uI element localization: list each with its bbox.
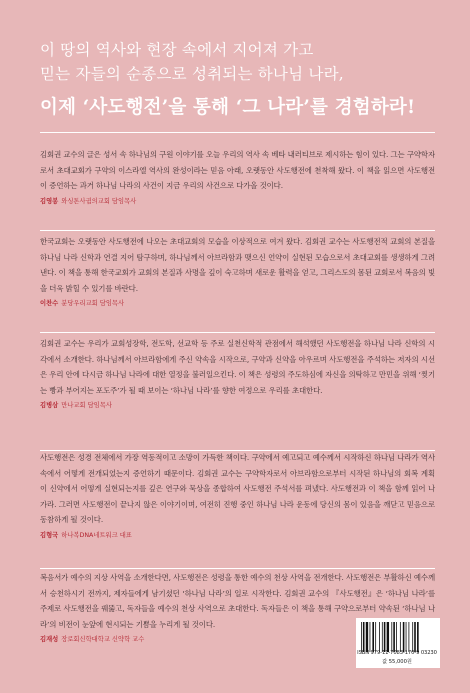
barcode-bar: [417, 622, 419, 652]
barcode-bar: [396, 622, 397, 652]
reviewer-name: 이찬수: [40, 300, 59, 308]
headline-line-3: 이제 ‘사도행전’을 통해 ‘그 나라’를 경험하라!: [40, 97, 416, 118]
headline: [40, 38, 440, 122]
divider: [40, 132, 435, 133]
barcode-bar: [403, 622, 405, 652]
reviewer-name: 김병삼: [40, 402, 59, 410]
barcode-bar: [370, 622, 371, 652]
divider: [40, 568, 435, 569]
barcode-bar: [393, 622, 395, 652]
reviewer-name: 김영봉: [40, 197, 59, 205]
reviewer-signature: [40, 298, 435, 310]
divider: [40, 230, 435, 231]
reviewer-signature: [40, 530, 435, 542]
barcode-bar: [387, 622, 389, 652]
reviewer-name: 김재성: [40, 636, 59, 644]
review-3: [40, 336, 435, 412]
barcode-bar: [363, 622, 365, 652]
divider: [40, 332, 435, 333]
barcode-bar: [375, 622, 376, 652]
barcode-bar: [379, 622, 380, 652]
reviewer-name: 김형국: [40, 531, 59, 539]
barcode-bar: [384, 622, 386, 652]
barcode-bar: [366, 622, 368, 652]
barcode-bar: [406, 622, 407, 652]
reviewer-role: 분당우리교회 담임목사: [61, 300, 125, 308]
barcode-bar: [382, 622, 383, 652]
review-text: 한국교회는 오랫동안 사도행전에 나오는 초대교회의 모습을 이상적으로 여겨 왔다. 김회권 교수는 사도행전적 교회의 본질을 하나님 나라 신학과 연결 지어 탐구하며, 하나님께서 아브라함과 맺으신 언약이 실현된 모습으로서 초대교회를 생생하게 그려 낸다. 이 책을 통해 한국교회가 교회의 본질과 사명을 깊이 숙고하며 새로운 활력을 얻고, 그리스도의 몸된 교회로서 복음의 빛을 더욱 밝힐 수 있기를 바란다.: [40, 237, 435, 293]
barcode-bar: [400, 622, 401, 652]
reviewer-signature: [40, 400, 435, 412]
headline-line-2: 믿는 자들의 순종으로 성취되는 하나님 나라,: [40, 65, 344, 83]
reviewer-role: 와싱톤사귐의교회 담임목사: [61, 197, 137, 205]
barcode-bar: [361, 622, 362, 652]
reviewer-role: 장로회신학대학교 신약학 교수: [61, 636, 145, 644]
isbn-number: ISBN 979-11-7083-170-9 03230: [357, 650, 437, 656]
reviewer-signature: [40, 196, 435, 208]
barcode-bar: [412, 622, 413, 652]
reviewer-role: 하나복DNA네트워크 대표: [61, 531, 132, 539]
review-text: 김회권 교수는 우리가 교회성장학, 전도학, 선교학 등 주로 실천신학적 관점에서 해석했던 사도행전을 하나님 나라 신학의 시각에서 소개한다. 하나님께서 아브라함에게 주신 약속을 시작으로, 구약과 신약을 아우르며 사도행전을 주석하는 저자의 시선은 우리 안에 다시금 하나님 나라에 대한 열정을 불러일으킨다. 이 책은 성령의 주도하심에 자신을 의탁하고 만민을 위해 ‘찢기는 빵과 부어지는 포도주’가 될 때 보이는 ‘하나님 나라’를 향한 여정으로 우리를 초대한다.: [40, 339, 435, 395]
barcode-bar: [372, 622, 374, 652]
review-text: 김회권 교수의 글은 성서 속 하나님의 구원 이야기를 오늘 우리의 역사 속 베타 내러티브로 제시하는 힘이 있다. 그는 구약학자로서 초대교회가 구약의 이스라엘 역사의 완성이라는 믿음 아래, 오랫동안 사도행전에 천착해 왔다. 이 책을 읽으면 사도행전이 증언하는 과거 하나님 나라의 사건이 지금 우리의 사건으로 다가올 것이다.: [40, 150, 435, 191]
barcode-bar: [409, 622, 410, 652]
review-text: 사도행전은 성경 전체에서 가장 역동적이고 소망이 가득한 책이다. 구약에서 예고되고 예수께서 시작하신 하나님 나라가 역사 속에서 어떻게 전개되었는지 증언하기 때문이다. 김회권 교수는 구약학자로서 아브라함으로부터 시작된 하나님의 회복 계획이 신약에서 어떻게 실현되는지를 깊은 연구와 묵상을 종합하여 사도행전 주석서를 펴냈다. 사도행전과 이 책을 함께 읽어 나가라. 그러면 사도행전이 끝나지 않은 이야기이며, 여전히 진행 중인 하나님 나라 운동에 당신의 몸이 있음을 깨닫고 믿음으로 동참하게 될 것이다.: [40, 453, 435, 525]
headline-line-1: 이 땅의 역사와 현장 속에서 지어져 가고: [40, 41, 314, 59]
barcode-graphic: [360, 622, 436, 652]
barcode-bar: [414, 622, 416, 652]
review-2: [40, 234, 435, 310]
review-4: [40, 450, 435, 542]
reviewer-role: 만나교회 담임목사: [61, 402, 112, 410]
barcode-bar: [391, 622, 392, 652]
review-text: 복음서가 예수의 지상 사역을 소개한다면, 사도행전은 성령을 통한 예수의 천상 사역을 전개한다. 사도행전은 부활하신 예수께서 승천하시기 전까지, 제자들에게 남기셨던 ‘하나님 나라’의 일로 시작한다. 김회권 교수의 『사도행전』은 ‘하나님 나라’를 주제로 사도행전을 꿰뚫고, 독자들을 예수의 천상 사역으로 초대한다. 독자들은 이 책을 통해 구약으로부터 약속된 ‘하나님 나라’의 비전이 눈앞에 현시되는 기쁨을 누리게 될 것이다.: [40, 573, 436, 629]
review-1: [40, 147, 435, 208]
price: 값 55,000원: [382, 659, 412, 665]
